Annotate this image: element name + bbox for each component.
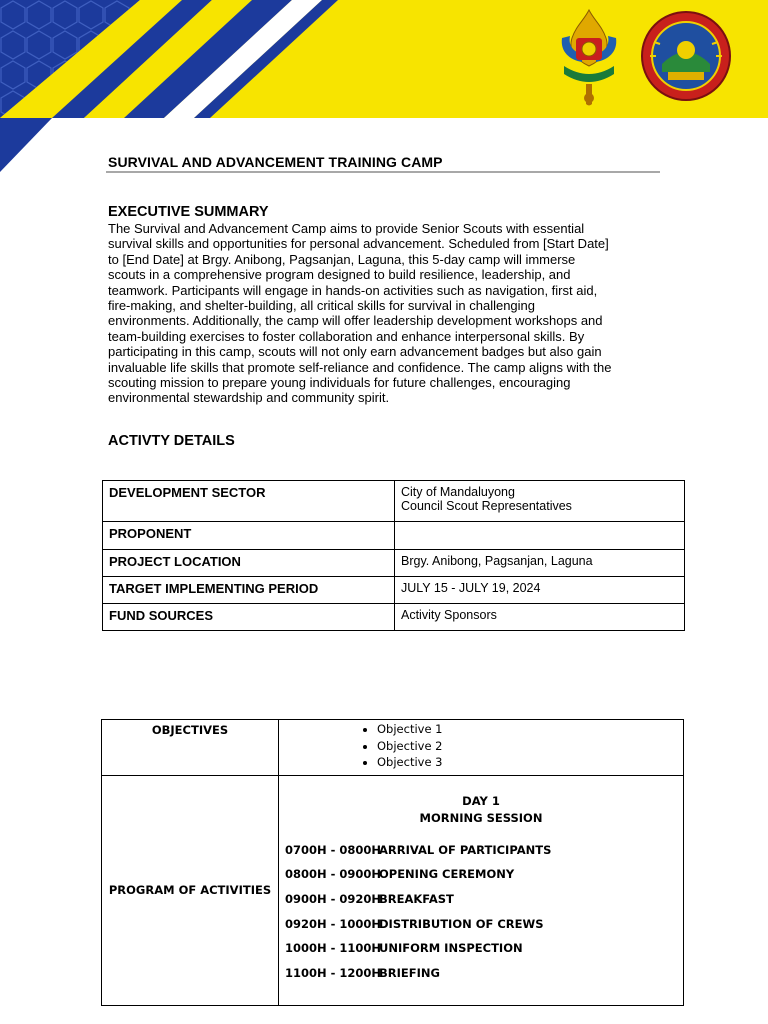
value-line: Council Scout Representatives [401,499,572,513]
summary-line: scouting mission to prepare young individuals for future challenges, encouraging [108,375,571,391]
list-item [285,891,683,916]
list-item [285,940,683,965]
summary-line: teamwork. Participants will engage in hands-on activities such as navigation, first aid, [108,282,598,298]
schedule-time: 1100H - 1200H [285,965,382,980]
summary-line: The Survival and Advancement Camp aims to provide Senior Scouts with essential [108,221,585,236]
row-label: PROPONENT [103,522,395,550]
objectives-program-table [101,719,684,1006]
schedule-time: 0800H - 0900H [285,867,382,882]
document-title: SURVIVAL AND ADVANCEMENT TRAINING CAMP [108,154,443,170]
program-cell [279,775,684,1005]
schedule-activity: DISTRIBUTION OF CREWS [379,916,544,931]
value-line: City of Mandaluyong [401,485,515,499]
schedule-time: 0900H - 0920H [285,891,382,906]
session-label: MORNING SESSION [419,810,543,825]
summary-line: to [End Date] at Brgy. Anibong, Pagsanjan, Laguna, this 5-day camp will immerse [108,251,576,267]
list-item: • Objective 3 [377,754,683,771]
schedule-time: 0920H - 1000H [285,916,382,931]
schedule-list [285,842,683,990]
row-value [395,550,685,577]
schedule-time: 0700H - 0800H [285,842,382,857]
summary-line: environmental stewardship and community spirit. [108,390,390,406]
objectives-label: OBJECTIVES [102,720,279,776]
objectives-list [279,721,683,771]
value-line: JULY 15 - JULY 19, 2024 [401,581,541,595]
row-value [395,522,685,550]
table-row [103,550,685,577]
schedule-activity: ARRIVAL OF PARTICIPANTS [379,842,552,857]
executive-summary-text [108,221,664,406]
row-label: PROJECT LOCATION [103,550,395,577]
value-line: Activity Sponsors [401,608,497,622]
list-item [285,842,683,867]
schedule-activity: BREAKFAST [379,891,454,906]
summary-line: survival skills and opportunities for personal advancement. Scheduled from [Start Date] [108,236,609,252]
table-row [103,481,685,522]
table-row [102,775,684,1005]
day-heading [279,793,683,827]
list-item [285,866,683,891]
summary-line: scouts in a comprehensive program designed to build resilience, leadership, and [108,267,571,283]
title-underline [106,171,660,173]
schedule-activity: UNIFORM INSPECTION [379,941,523,956]
activity-details-table [102,480,685,631]
scout-emblem-logo [556,8,622,108]
schedule-activity: BRIEFING [379,965,440,980]
schedule-time: 1000H - 1100H [285,941,382,956]
objectives-cell [279,720,684,776]
list-item: • Objective 1 [377,721,683,738]
summary-line: team-building exercises to foster collaboration and enhance interpersonal skills. By [108,328,585,344]
mandaluyong-seal-logo [640,10,732,102]
table-row [103,522,685,550]
executive-summary-heading: EXECUTIVE SUMMARY [108,204,269,220]
list-item: • Objective 2 [377,738,683,755]
summary-line: participating in this camp, scouts will not only earn advancement badges but also gain [108,344,602,360]
row-value [395,604,685,631]
program-label: PROGRAM OF ACTIVITIES [102,775,279,1005]
row-value [395,577,685,604]
summary-line: environments. Additionally, the camp will offer leadership development workshops and [108,313,603,329]
schedule-activity: OPENING CEREMONY [379,867,515,882]
row-label: TARGET IMPLEMENTING PERIOD [103,577,395,604]
table-row [102,720,684,776]
value-line: Brgy. Anibong, Pagsanjan, Laguna [401,554,593,568]
day-label: DAY 1 [462,793,500,808]
activity-details-heading: ACTIVTY DETAILS [108,433,235,449]
list-item [285,916,683,941]
row-value [395,481,685,522]
row-label: FUND SOURCES [103,604,395,631]
table-row [103,577,685,604]
list-item [285,965,683,990]
table-row [103,604,685,631]
summary-line: fire-making, and shelter-building, all critical skills for survival in challenging [108,298,536,314]
row-label: DEVELOPMENT SECTOR [103,481,395,522]
summary-line: invaluable life skills that promote self-reliance and confidence. The camp aligns with the [108,359,612,375]
